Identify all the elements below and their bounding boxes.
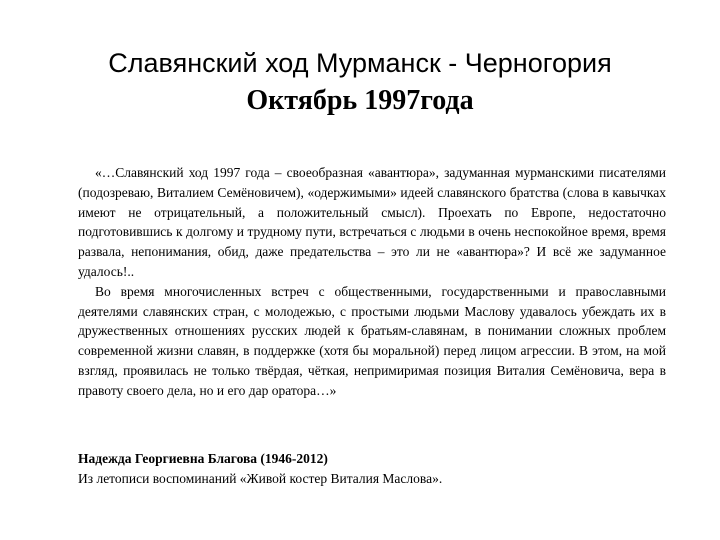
slide-subtitle: Октябрь 1997года [246, 85, 474, 116]
attribution-block [78, 449, 666, 489]
source-note: Из летописи воспоминаний «Живой костер Виталия Маслова». [78, 470, 443, 486]
slide-title: Славянский ход Мурманск - Черногория [108, 48, 612, 78]
quote-paragraph-1: «…Славянский ход 1997 года – своеобразная «авантюра», задуманная мурманскими писателями (подозреваю, Виталием Семёновичем), «одержимыми» идеей славянского братства (слова в кавычках имеют не отрицательный, а положительный смысл). Проехать по Европе, недостаточно подготовившись к долгому и трудному пути, встречаться с людьми в очень неспокойное время, время развала, непонимания, обид, даже предательства – это ли не «авантюра»? И всё же задуманное удалось!.. [78, 165, 666, 279]
quote-paragraph-2: Во время многочисленных встреч с общественными, государственными и православными деятелями славянских стран, с молодежью, с простыми людьми Маслову удавалось убеждать их в дружественных отношениях русских людей к братьям-славянам, в понимании сложных проблем современной жизни славян, в поддержке (хотя бы моральной) перед лицом агрессии. В этом, на мой взгляд, проявилась не только твёрдая, чёткая, непримиримая позиция Виталия Семёновича, вера в правоту своего дела, но и его дар оратора…» [78, 283, 666, 398]
author-name: Надежда Георгиевна Благова (1946-2012) [78, 451, 328, 466]
quote-block [78, 163, 666, 401]
